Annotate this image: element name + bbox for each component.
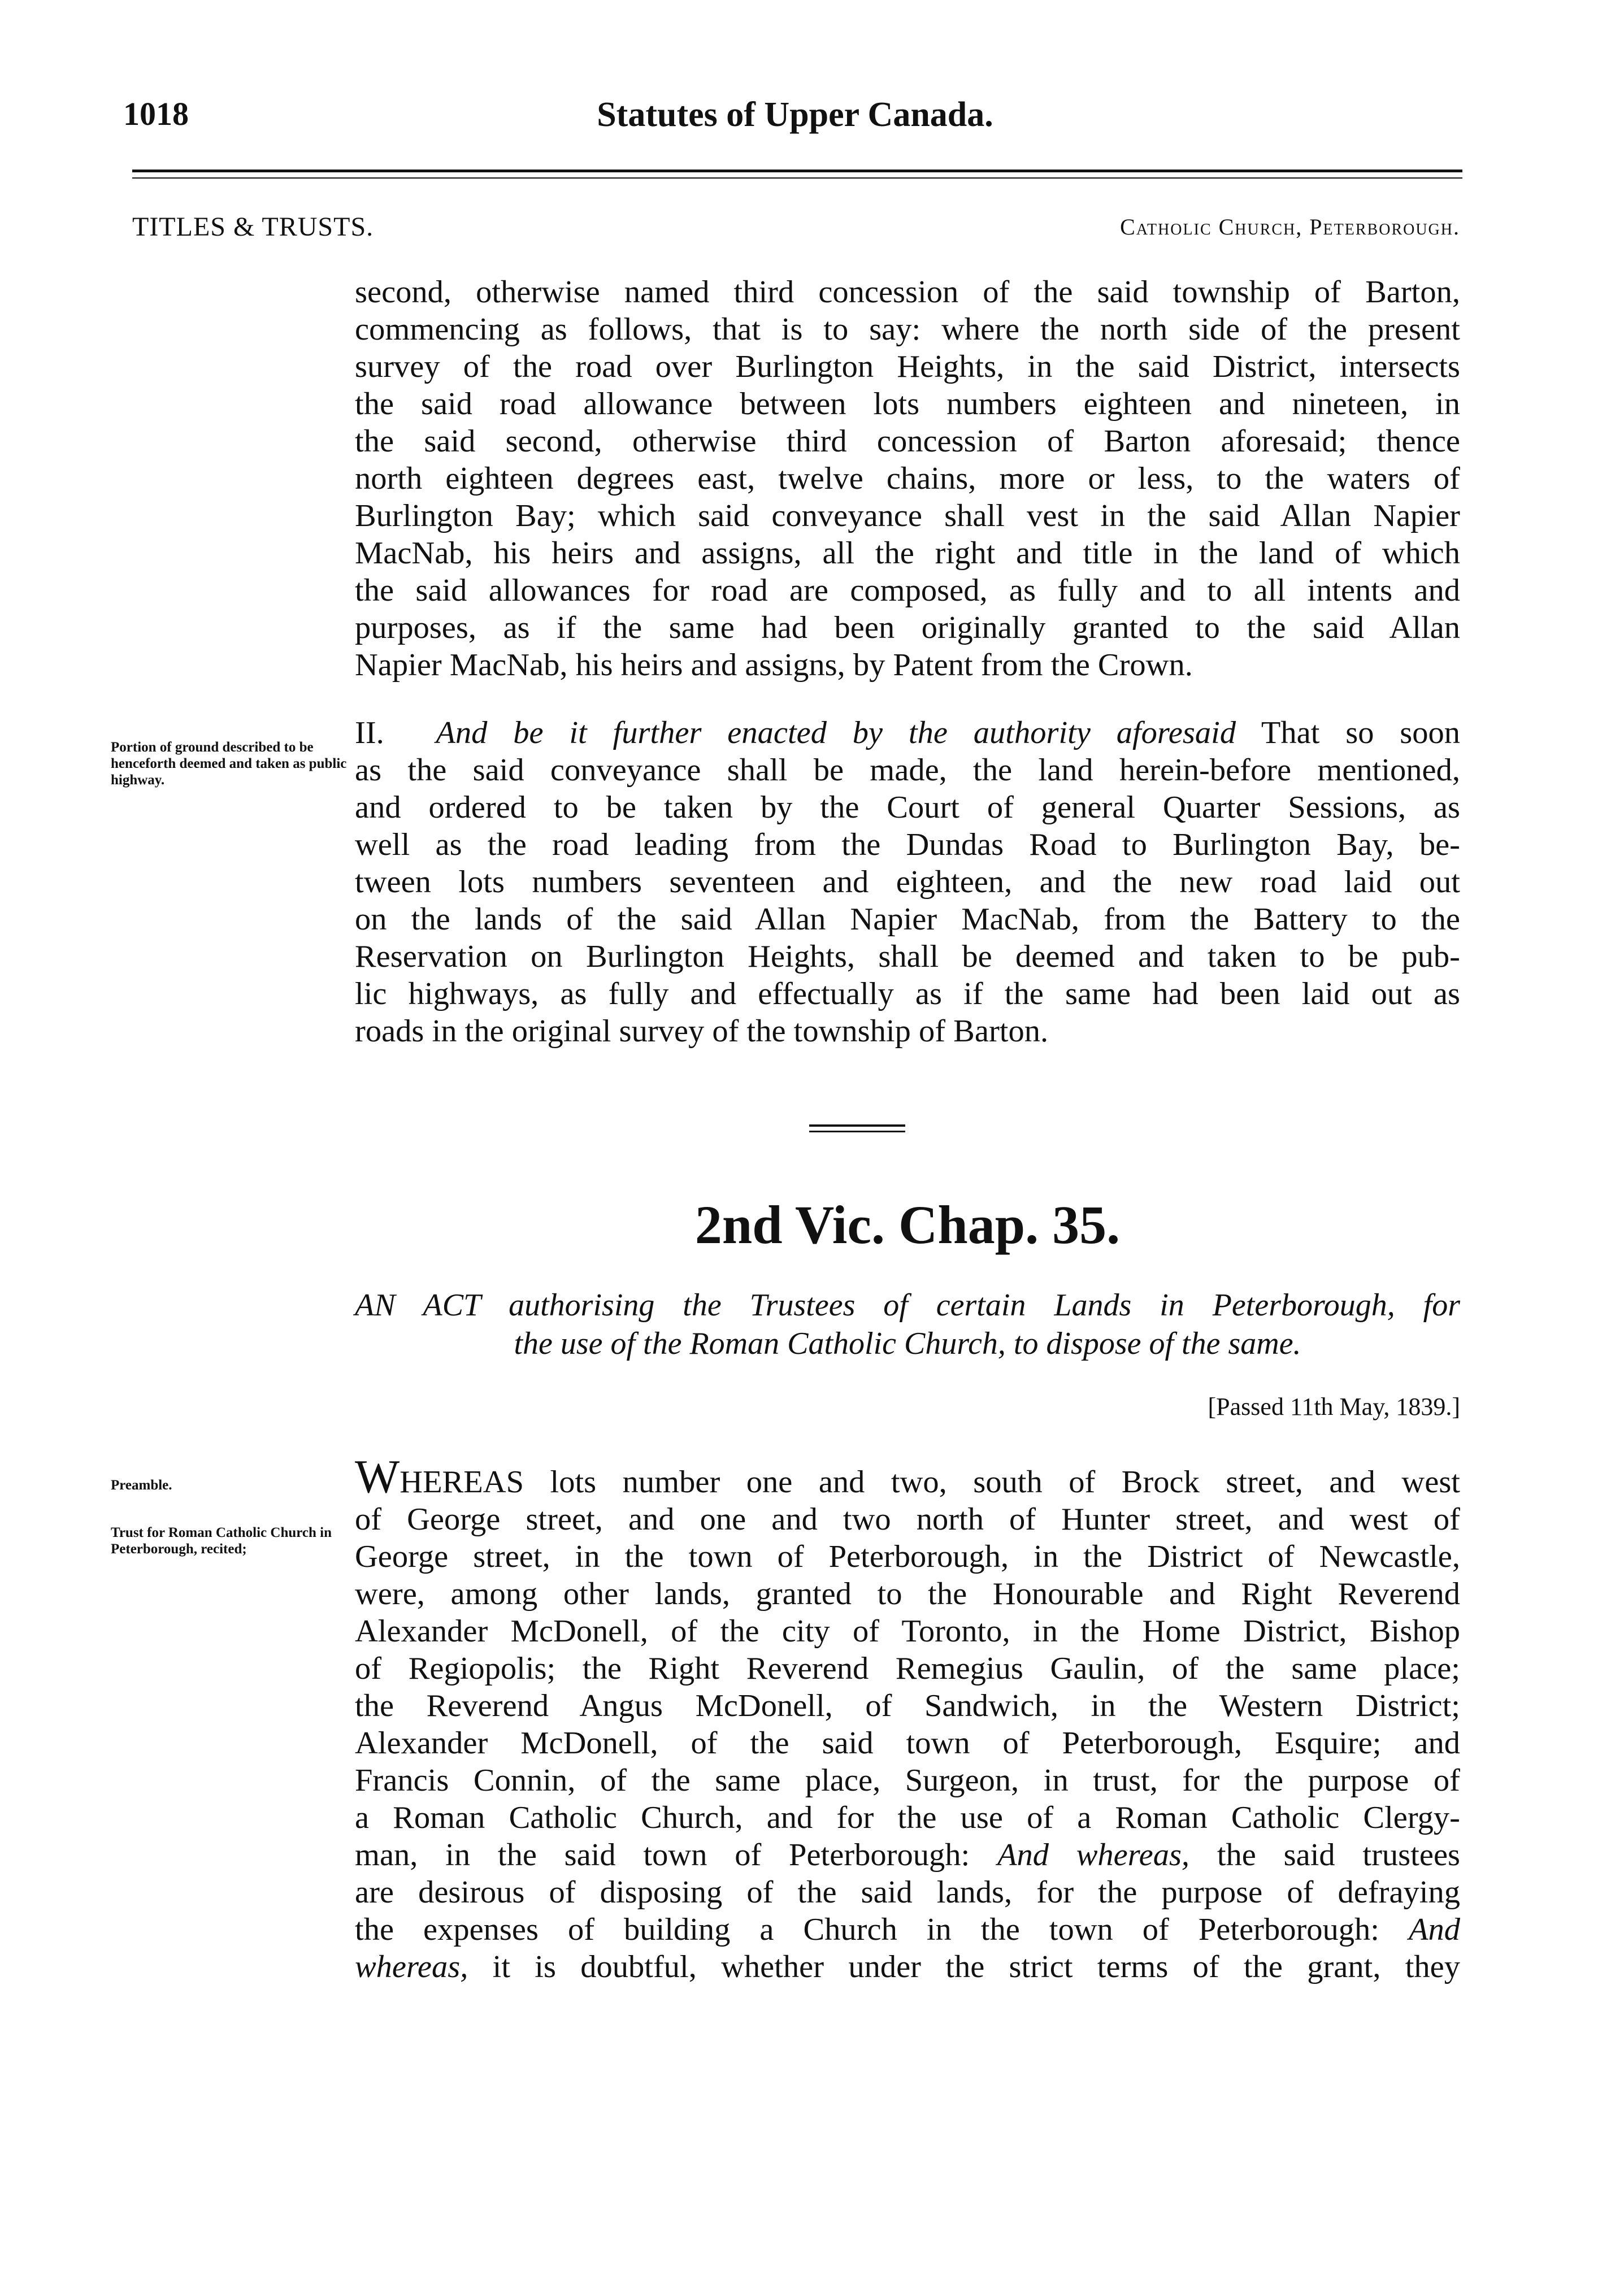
text-line: George street, in the town of Peterborough, in the District of Newcastle,: [355, 1539, 1460, 1574]
text-line: of George street, and one and two north of Hunter street, and west of: [355, 1502, 1460, 1537]
text-line: Alexander McDonell, of the said town of Peterborough, Esquire; and: [355, 1726, 1460, 1761]
text-line: Napier MacNab, his heirs and assigns, by Patent from the Crown.: [355, 648, 1193, 683]
page-header: [123, 95, 1467, 146]
subheader: [132, 211, 1460, 245]
line-part: the expenses of building a Church in the town of Peterborough:: [355, 1912, 1379, 1947]
text-line: MacNab, his heirs and assigns, all the right and title in the land of which: [355, 536, 1460, 571]
act-title-line-1: AN ACT authorising the Trustees of certain Lands in Peterborough, for: [355, 1288, 1460, 1323]
passed-date: [Passed 11th May, 1839.]: [1208, 1393, 1460, 1421]
section-divider: [809, 1124, 905, 1132]
subheader-left: TITLES & TRUSTS.: [132, 212, 374, 242]
text-line: as the said conveyance shall be made, the land herein-before mentioned,: [355, 753, 1460, 788]
dropcap: W: [355, 1450, 400, 1503]
first-line-rest: HEREAS lots number one and two, south of Brock street, and west: [400, 1465, 1460, 1500]
first-line-rest: That so soon: [1261, 715, 1461, 750]
page-number: 1018: [123, 95, 189, 132]
text-line: second, otherwise named third concession of the said township of Barton,: [355, 275, 1460, 310]
margin-note-preamble: Preamble.: [111, 1478, 172, 1493]
text-line: the said road allowance between lots numbers eighteen and nineteen, in: [355, 386, 1460, 422]
text-line: survey of the road over Burlington Heights, in the said District, intersects: [355, 349, 1460, 384]
text-line: [355, 1948, 1460, 1986]
text-line: well as the road leading from the Dundas Road to Burlington Bay, be-: [355, 827, 1460, 862]
text-line: are desirous of disposing of the said lands, for the purpose of defraying: [355, 1875, 1460, 1910]
text-line: Francis Connin, of the same place, Surgeon, in trust, for the purpose of: [355, 1763, 1460, 1798]
section-2-first-line: [355, 714, 1460, 752]
text-line: tween lots numbers seventeen and eighteen, and the new road laid out: [355, 865, 1460, 900]
text-line: purposes, as if the same had been originally granted to the said Allan: [355, 610, 1460, 645]
line-emphasis: whereas,: [355, 1949, 468, 1984]
act-title-line-2: the use of the Roman Catholic Church, to dispose of the same.: [514, 1326, 1301, 1361]
text-line: lic highways, as fully and effectually as if the same had been laid out as: [355, 976, 1460, 1011]
text-line: [355, 1911, 1460, 1948]
text-line: on the lands of the said Allan Napier MacNab, from the Battery to the: [355, 902, 1460, 937]
section-numeral: II.: [355, 715, 384, 750]
text-line: Reservation on Burlington Heights, shall be deemed and taken to be pub-: [355, 939, 1460, 974]
text-line: [355, 1836, 1460, 1874]
header-rule: [132, 170, 1462, 179]
preamble-text: [355, 1450, 1461, 1986]
section-2-text: [355, 714, 1460, 1050]
line-emphasis: And: [1409, 1912, 1461, 1947]
preamble-first-line: [355, 1450, 1460, 1503]
margin-note-portion: Portion of ground described to be henceforth deemed and taken as public highway.: [111, 740, 347, 788]
running-title: Statutes of Upper Canada.: [597, 95, 993, 134]
line-part: it is doubtful, whether under the strict terms of the grant, they: [492, 1949, 1460, 1984]
text-line: were, among other lands, granted to the Honourable and Right Reverend: [355, 1576, 1460, 1612]
text-line: a Roman Catholic Church, and for the use of a Roman Catholic Clergy-: [355, 1800, 1460, 1835]
section-1-text: [355, 273, 1460, 684]
text-line: of Regiopolis; the Right Reverend Remegius Gaulin, of the same place;: [355, 1651, 1460, 1686]
subheader-right: Catholic Church, Peterborough.: [1120, 214, 1460, 240]
line-part: the said trustees: [1217, 1838, 1461, 1873]
text-line: roads in the original survey of the township of Barton.: [355, 1014, 1049, 1049]
line-part: man, in the said town of Peterborough:: [355, 1838, 970, 1873]
text-line: commencing as follows, that is to say: where the north side of the present: [355, 312, 1460, 347]
act-title: [355, 1286, 1460, 1363]
margin-note-trust: Trust for Roman Catholic Church in Peterborough, recited;: [111, 1525, 332, 1557]
text-line: the said second, otherwise third concession of Barton aforesaid; thence: [355, 424, 1460, 459]
line-emphasis: And whereas,: [997, 1838, 1190, 1873]
enacting-clause: And be it further enacted by the authority aforesaid: [436, 715, 1236, 750]
text-line: north eighteen degrees east, twelve chains, more or less, to the waters of: [355, 461, 1460, 496]
text-line: and ordered to be taken by the Court of general Quarter Sessions, as: [355, 790, 1460, 825]
text-line: the Reverend Angus McDonell, of Sandwich, in the Western District;: [355, 1688, 1460, 1723]
text-line: Alexander McDonell, of the city of Toronto, in the Home District, Bishop: [355, 1614, 1460, 1649]
chapter-title: 2nd Vic. Chap. 35.: [694, 1195, 1121, 1255]
text-line: Burlington Bay; which said conveyance shall vest in the said Allan Napier: [355, 498, 1460, 533]
text-line: the said allowances for road are composed, as fully and to all intents and: [355, 573, 1460, 608]
